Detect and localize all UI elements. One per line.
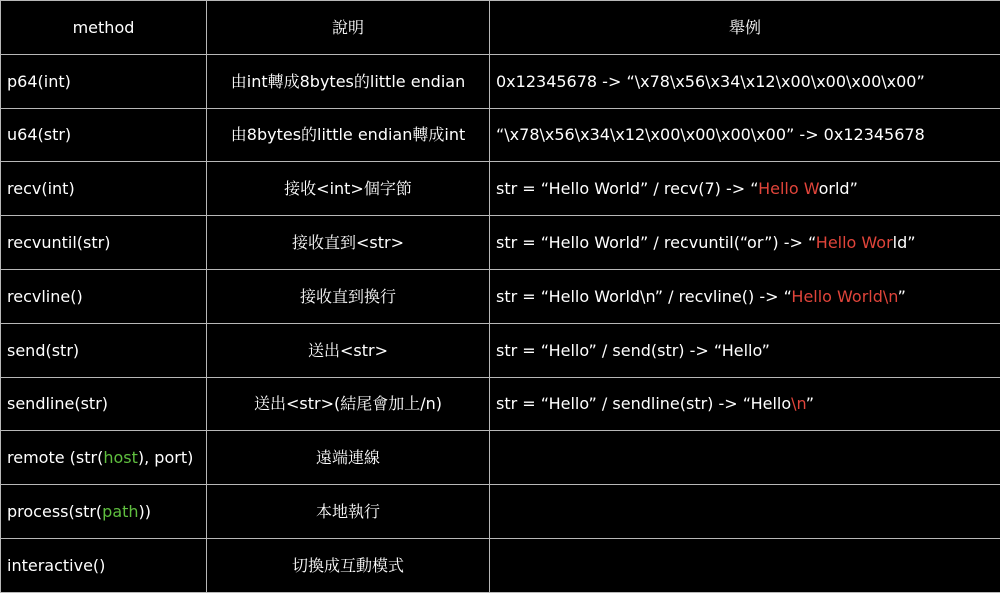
example-cell-segment: ” <box>898 287 906 306</box>
method-cell <box>1 216 207 270</box>
table-row <box>1 485 1000 539</box>
example-cell <box>490 108 1000 162</box>
description-cell: 由8bytes的little endian轉成int <box>207 108 490 162</box>
example-cell <box>490 162 1000 216</box>
method-cell <box>1 377 207 431</box>
method-cell <box>1 54 207 108</box>
method-cell <box>1 162 207 216</box>
method-cell-segment: recvline() <box>7 287 83 306</box>
method-cell-segment: ), port) <box>138 448 193 467</box>
method-cell-segment: recvuntil(str) <box>7 233 110 252</box>
description-cell: 送出<str>(結尾會加上/n) <box>207 377 490 431</box>
header-description: 說明 <box>207 1 490 55</box>
description-cell: 遠端連線 <box>207 431 490 485</box>
table-row <box>1 108 1000 162</box>
method-cell-segment: send(str) <box>7 341 79 360</box>
example-cell-segment: str = “Hello World” / recv(7) -> “ <box>496 179 758 198</box>
method-cell-segment: host <box>103 448 138 467</box>
method-cell <box>1 485 207 539</box>
method-cell-segment: )) <box>139 502 151 521</box>
method-cell <box>1 269 207 323</box>
method-cell-segment: interactive() <box>7 556 105 575</box>
table-row <box>1 431 1000 485</box>
example-cell-segment: orld” <box>819 179 858 198</box>
example-cell-segment: Hello World\n <box>791 287 897 306</box>
description-cell: 接收直到<str> <box>207 216 490 270</box>
example-cell <box>490 54 1000 108</box>
table-row <box>1 216 1000 270</box>
method-cell <box>1 323 207 377</box>
example-cell-segment: ” <box>806 394 814 413</box>
example-cell <box>490 377 1000 431</box>
method-cell-segment: process(str( <box>7 502 102 521</box>
method-cell-segment: recv(int) <box>7 179 75 198</box>
table-row <box>1 538 1000 592</box>
example-cell-segment: Hello W <box>758 179 819 198</box>
method-cell <box>1 538 207 592</box>
example-cell-segment: ld” <box>893 233 916 252</box>
description-cell: 接收直到換行 <box>207 269 490 323</box>
table-row <box>1 269 1000 323</box>
example-cell-segment: “\x78\x56\x34\x12\x00\x00\x00\x00” -> 0x12345678 <box>496 125 925 144</box>
example-cell-segment: str = “Hello” / sendline(str) -> “Hello <box>496 394 791 413</box>
description-cell: 本地執行 <box>207 485 490 539</box>
description-cell: 由int轉成8bytes的little endian <box>207 54 490 108</box>
example-cell-segment: str = “Hello World” / recvuntil(“or”) -> “ <box>496 233 816 252</box>
method-cell <box>1 431 207 485</box>
example-cell-segment: \n <box>791 394 806 413</box>
header-method: method <box>1 1 207 55</box>
example-cell-segment: str = “Hello” / send(str) -> “Hello” <box>496 341 770 360</box>
example-cell <box>490 269 1000 323</box>
table-row <box>1 54 1000 108</box>
method-cell-segment: remote (str( <box>7 448 103 467</box>
method-cell-segment: p64(int) <box>7 72 71 91</box>
example-cell <box>490 485 1000 539</box>
example-cell <box>490 431 1000 485</box>
method-cell <box>1 108 207 162</box>
description-cell: 切換成互動模式 <box>207 538 490 592</box>
method-cell-segment: sendline(str) <box>7 394 108 413</box>
table-row <box>1 377 1000 431</box>
example-cell <box>490 216 1000 270</box>
example-cell <box>490 538 1000 592</box>
example-cell <box>490 323 1000 377</box>
table-row <box>1 323 1000 377</box>
example-cell-segment: str = “Hello World\n” / recvline() -> “ <box>496 287 791 306</box>
method-cell-segment: u64(str) <box>7 125 71 144</box>
table-row <box>1 162 1000 216</box>
method-cell-segment: path <box>102 502 138 521</box>
description-cell: 送出<str> <box>207 323 490 377</box>
description-cell: 接收<int>個字節 <box>207 162 490 216</box>
example-cell-segment: Hello Wor <box>816 233 893 252</box>
table-header <box>1 1 1000 55</box>
header-row <box>1 1 1000 55</box>
example-cell-segment: 0x12345678 -> “\x78\x56\x34\x12\x00\x00\x00\x00” <box>496 72 925 91</box>
table-body <box>1 54 1000 592</box>
header-example: 舉例 <box>490 1 1000 55</box>
